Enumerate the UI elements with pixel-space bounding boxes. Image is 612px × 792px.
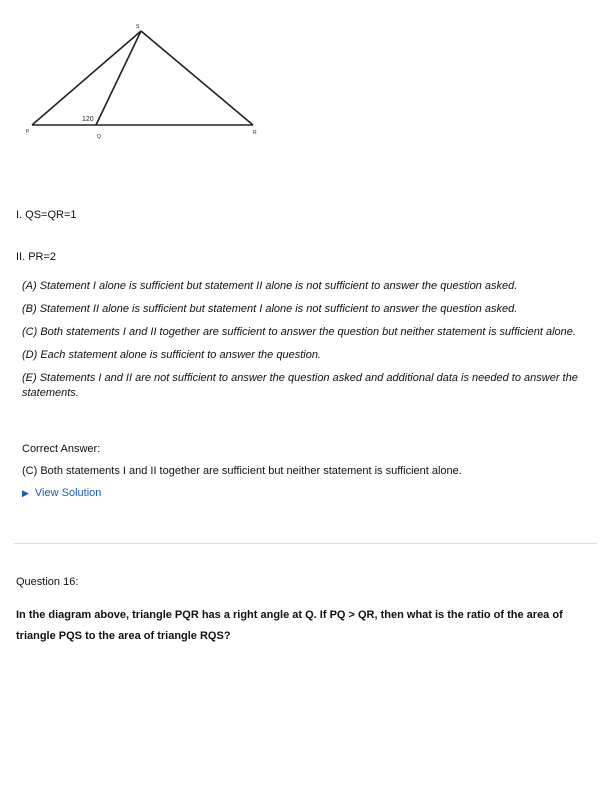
answer-options [22, 279, 596, 409]
triangle-diagram [20, 18, 270, 143]
segment-qs [96, 31, 141, 125]
statement-one: I. QS=QR=1 [16, 209, 77, 221]
correct-answer-block [22, 443, 596, 499]
option-b[interactable]: (B) Statement II alone is sufficient but statement I alone is not sufficient to answer the question asked. [22, 303, 518, 315]
angle-label: 120 [82, 116, 94, 123]
option-c[interactable]: (C) Both statements I and II together are sufficient to answer the question but neither statement is sufficient alone. [22, 326, 576, 338]
question-title: Question 16: [16, 576, 79, 588]
option-e[interactable]: (E) Statements I and II are not sufficient to answer the question asked and additional data is needed to answer the statements. [22, 372, 578, 399]
label-p: P [26, 129, 30, 135]
label-q: Q [97, 134, 101, 140]
segment-ps [32, 31, 141, 125]
label-r: R [253, 130, 257, 136]
correct-answer-heading: Correct Answer: [22, 443, 101, 455]
section-divider [14, 543, 597, 544]
statement-two: II. PR=2 [16, 251, 57, 263]
label-s: S [136, 24, 140, 30]
segment-sr [141, 31, 253, 125]
option-a[interactable]: (A) Statement I alone is sufficient but statement II alone is not sufficient to answer the question asked. [22, 280, 518, 292]
option-d[interactable]: (D) Each statement alone is sufficient to answer the question. [22, 349, 321, 361]
question-text: In the diagram above, triangle PQR has a right angle at Q. If PQ > QR, then what is the ratio of the area of triangle PQS to the area of triangle RQS? [16, 609, 563, 642]
play-triangle-icon: ▶ [22, 487, 29, 498]
view-solution-label[interactable]: View Solution [34, 487, 102, 499]
view-solution-toggle[interactable] [22, 487, 596, 499]
correct-answer-text: (C) Both statements I and II together are sufficient but neither statement is sufficient alone. [22, 465, 462, 477]
